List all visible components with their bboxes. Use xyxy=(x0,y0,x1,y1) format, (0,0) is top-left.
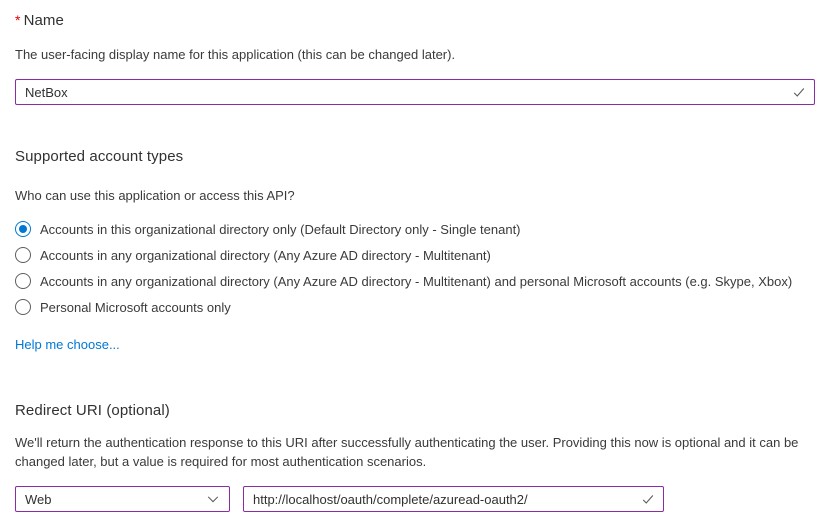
radio-button[interactable] xyxy=(15,273,31,289)
name-description: The user-facing display name for this application (this can be changed later). xyxy=(15,47,456,62)
radio-option[interactable] xyxy=(15,242,815,268)
radio-label: Personal Microsoft accounts only xyxy=(40,299,231,315)
redirect-uri-description: We'll return the authentication response to this URI after successfully authenticating the user. Providing this now is optional and it can be changed later, but a value is required for most authentication scenarios. xyxy=(15,435,799,469)
name-input-wrap xyxy=(15,79,815,105)
supported-account-types-title: Supported account types xyxy=(15,148,184,165)
radio-button[interactable] xyxy=(15,247,31,263)
chevron-down-icon xyxy=(206,492,220,506)
name-input[interactable] xyxy=(15,79,815,105)
help-me-choose-link[interactable]: Help me choose... xyxy=(15,337,120,352)
radio-button[interactable] xyxy=(15,299,31,315)
radio-option[interactable] xyxy=(15,268,815,294)
radio-button-selected[interactable] xyxy=(15,221,31,237)
account-types-question: Who can use this application or access this API? xyxy=(15,188,295,203)
radio-option[interactable] xyxy=(15,216,815,242)
platform-select[interactable] xyxy=(15,486,230,512)
redirect-uri-title: Redirect URI (optional) xyxy=(15,402,170,419)
required-asterisk: * xyxy=(15,12,21,28)
platform-select-value: Web xyxy=(25,491,52,507)
radio-label: Accounts in this organizational directory only (Default Directory only - Single tenant) xyxy=(40,221,521,237)
radio-label: Accounts in any organizational directory (Any Azure AD directory - Multitenant) and personal Microsoft accounts (e.g. Skype, Xbox) xyxy=(40,273,793,289)
redirect-uri-input[interactable] xyxy=(243,486,664,512)
name-title-text: Name xyxy=(23,12,64,29)
radio-label: Accounts in any organizational directory (Any Azure AD directory - Multitenant) xyxy=(40,247,491,263)
radio-option[interactable] xyxy=(15,294,815,320)
name-section-title xyxy=(15,12,815,29)
redirect-uri-controls xyxy=(15,486,815,512)
account-types-radio-group xyxy=(15,216,815,320)
redirect-uri-input-wrap xyxy=(243,486,664,512)
